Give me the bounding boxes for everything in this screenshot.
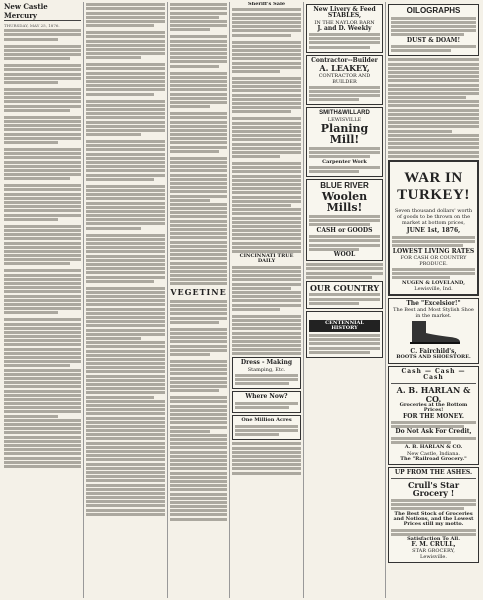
column-2-text (86, 3, 165, 516)
column-1 (2, 2, 84, 598)
column-5-text (306, 263, 383, 279)
war-in-turkey-ad (388, 160, 479, 296)
excelsior-sub: The Best and Most Stylish Shoe in the market. (393, 307, 474, 320)
cash-or-goods: CASH or GOODS (316, 226, 373, 234)
leakey-sub: CONTRACTOR AND BUILDER (318, 72, 371, 85)
crull-ad (388, 467, 479, 564)
railroad-grocery: The "Railroad Grocery." (400, 455, 467, 462)
dress-making-heading: Dress - Making (240, 359, 293, 367)
satisfaction-line: Satisfaction To All. (407, 535, 460, 542)
blue-river-heading: BLUE RIVER (320, 181, 369, 191)
column-4-text-1 (232, 8, 301, 253)
column-2 (84, 2, 168, 598)
harlan-ad (388, 366, 479, 465)
builder-heading: Contractor--Builder (311, 56, 378, 64)
ashes-heading: UP FROM THE ASHES. (394, 468, 473, 476)
column-4-text-3 (232, 442, 301, 474)
dress-making-sub: Stamping, Etc. (247, 366, 286, 373)
column-4-text-2 (232, 266, 301, 356)
dress-making-ad (232, 357, 301, 389)
smith-willard: SMITH&WILLARD (319, 110, 370, 117)
column-3-text-top (170, 3, 227, 285)
boot-icon (404, 319, 464, 345)
planing-mill-ad (306, 107, 383, 177)
column-3 (168, 2, 230, 598)
lewisville-footer: Lewisville. (420, 554, 447, 561)
vegetine-heading: VEGETINE (170, 287, 227, 298)
livery-sub: IN THE NAYLOR BARN (314, 19, 375, 26)
column-6 (386, 2, 481, 598)
groceries-line: Groceries at the Bottom Prices! (399, 402, 468, 414)
million-acres-ad (232, 415, 301, 440)
no-credit: Do Not Ask For Credit, (395, 428, 472, 436)
new-castle-line: New Castle, Indiana. (406, 450, 461, 457)
wool-label: WOOL (333, 250, 356, 258)
cash-row: Cash — Cash — Cash (401, 367, 466, 381)
sheriffs-sale-heading: Sheriff's Sale (247, 2, 286, 7)
woolen-mills-ad (306, 179, 383, 261)
excelsior-heading: The "Excelsior!" (406, 299, 461, 307)
column-1-text (4, 29, 81, 468)
builder-ad (306, 55, 383, 106)
centennial-heading: CENTENNIAL HISTORY (309, 320, 380, 333)
best-stock: The Best Stock of Groceries and Notions, and the Lowest Prices still my motto. (393, 510, 474, 528)
centennial-ad (306, 311, 383, 358)
column-4 (230, 2, 304, 598)
produce-line: FOR CASH OR COUNTRY PRODUCE. (400, 254, 467, 267)
dust-doam: DUST & DOAM! (406, 36, 461, 44)
june-date: JUNE 1st, 1876, (406, 226, 461, 234)
carpenter-work: Carpenter Work (322, 158, 367, 165)
woolen-mills-heading: Woolen Mills! (321, 189, 368, 215)
boots-store: BOOTS AND SHOESTORE. (396, 354, 471, 361)
crull-heading: Crull's Star Grocery ! (407, 480, 460, 499)
crull-name: F. M. CRULL, (411, 541, 456, 549)
masthead-title: New Castle Mercury (4, 2, 81, 21)
livery-stables-ad (306, 4, 383, 53)
harlan-heading: A. B. HARLAN & CO. (396, 385, 471, 404)
nugen-loveland: NUGEN & LOVELAND, (402, 279, 465, 286)
million-acres-heading: One Million Acres (241, 417, 292, 424)
where-now-ad (232, 391, 301, 413)
planing-mill-heading: Planing Mill! (320, 121, 369, 147)
lewisville-label: LEWISVILLE (327, 116, 362, 123)
oilographs-ad (388, 4, 479, 56)
star-grocery: STAR GROCERY, (412, 548, 455, 555)
war-sub: Seven thousand dollars' worth of goods to be thrown on the market at bottom prices, (394, 207, 473, 226)
harlan-signature: A. B. HARLAN & CO. (404, 444, 463, 451)
livery-name: J. and D. Weekly (317, 24, 372, 32)
leakey-name: A. LEAKEY, (319, 63, 370, 74)
oilographs-heading: OILOGRAPHS (406, 6, 461, 15)
column-6-text-1 (388, 58, 479, 157)
livery-title: New Livery & Feed STABLES, (313, 6, 376, 20)
fairchild-name: C. Fairchild's, (410, 348, 457, 356)
column-3-text-bottom (170, 300, 227, 521)
for-the-money: FOR THE MONEY. (403, 412, 464, 420)
where-now-heading: Where Now? (245, 393, 288, 401)
cincinnati-heading: CINCINNATI TRUE DAILY (239, 253, 294, 265)
our-country-heading: OUR COUNTRY (309, 282, 380, 293)
our-country-ad (306, 281, 383, 309)
column-5 (304, 2, 386, 598)
nugen-location: Lewisville, Ind. (414, 285, 453, 292)
masthead-date: THURSDAY, MAY 25, 1876. (4, 23, 60, 28)
war-in-turkey-heading: WAR IN TURKEY! (397, 169, 470, 203)
lowest-rates: LOWEST LIVING RATES (392, 247, 475, 255)
excelsior-ad (388, 298, 479, 364)
